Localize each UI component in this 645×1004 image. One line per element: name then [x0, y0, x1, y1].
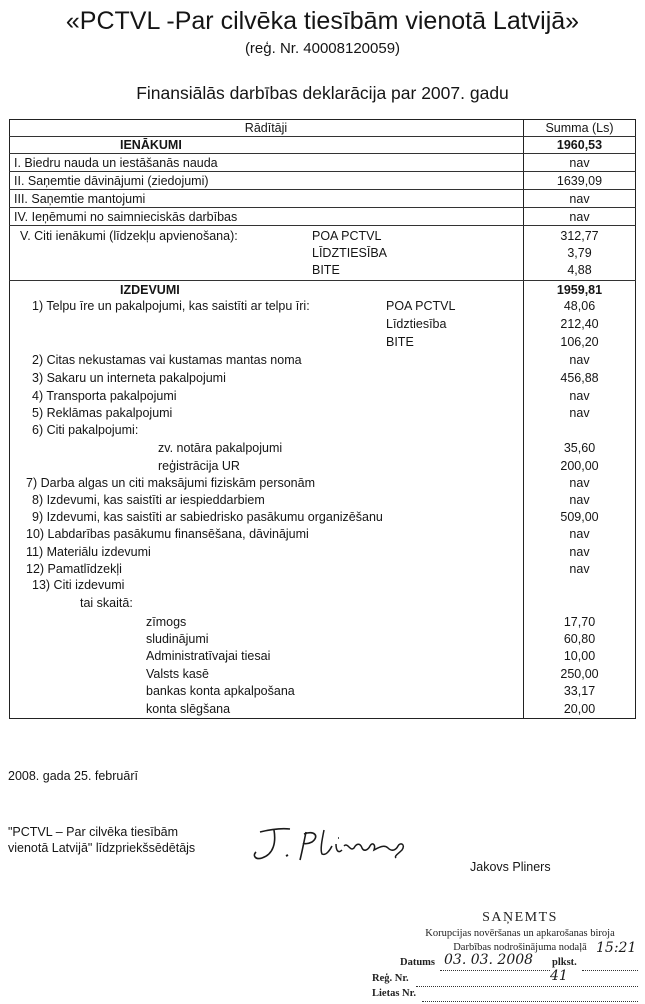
- expenses-total: 1959,81: [556, 283, 603, 297]
- expense-item-label: 2) Citas nekustamas vai kustamas mantas noma: [32, 353, 302, 367]
- other-income-sub-value: 312,77: [560, 229, 599, 243]
- stamp-title: SAŅEMTS: [482, 910, 558, 925]
- services-sub-label: zv. notāra pakalpojumi: [158, 441, 283, 455]
- other-expense-sub-value: 17,70: [563, 615, 596, 629]
- registration-number: (reģ. Nr. 40008120059): [244, 40, 401, 57]
- other-income-sub-label: LĪDZTIESĪBA: [312, 246, 388, 260]
- income-total: 1960,53: [556, 138, 603, 152]
- services-sub-value: 35,60: [563, 441, 596, 455]
- rent-sub-value: 48,06: [563, 299, 596, 313]
- stamp-time-line: [582, 970, 638, 971]
- income-item-label: I. Biedru nauda un iestāšanās nauda: [14, 156, 218, 170]
- table-rule: [9, 207, 636, 208]
- services-sub-label: reģistrācija UR: [158, 459, 240, 473]
- expense-item-value: 456,88: [560, 371, 599, 385]
- document-title: Finansiālās darbības deklarācija par 2007. gadu: [136, 83, 509, 103]
- other-income-label: V. Citi ienākumi (līdzekļu apvienošana):: [20, 229, 238, 243]
- stamp-case-line: [422, 1001, 638, 1002]
- table-rule: [9, 280, 636, 281]
- expense-item-label: 9) Izdevumi, kas saistīti ar sabiedrisko pasākumu organizēšanu: [32, 510, 383, 524]
- income-heading: IENĀKUMI: [120, 138, 182, 152]
- rent-label: 1) Telpu īre un pakalpojumi, kas saistīti ar telpu īri:: [32, 299, 310, 313]
- expenses-heading: IZDEVUMI: [120, 283, 180, 297]
- other-expenses-sublabel: tai skaitā:: [80, 596, 133, 610]
- income-item-value: nav: [569, 192, 590, 206]
- document-date: 2008. gada 25. februārī: [8, 769, 138, 783]
- column-header-amount: Summa (Ls): [545, 121, 614, 135]
- expense-item-label: 8) Izdevumi, kas saistīti ar iespieddarbiem: [32, 493, 265, 507]
- other-expense-sub-label: konta slēgšana: [146, 702, 231, 716]
- services-label: 6) Citi pakalpojumi:: [32, 423, 139, 437]
- income-item-label: III. Saņemtie mantojumi: [14, 192, 146, 206]
- stamp-reg-label: Reģ. Nr.: [372, 973, 409, 984]
- other-expense-sub-label: bankas konta apkalpošana: [146, 684, 295, 698]
- expense-item-value: nav: [569, 545, 590, 559]
- stamp-reg-line: [416, 986, 638, 987]
- other-income-sub-label: BITE: [312, 263, 340, 277]
- other-expense-sub-value: 250,00: [560, 667, 599, 681]
- rent-sub-label: POA PCTVL: [386, 299, 456, 313]
- expense-item-value: nav: [569, 406, 590, 420]
- expense-item-value: nav: [569, 353, 590, 367]
- stamp-date-line: [440, 970, 550, 971]
- handwritten-signature: [246, 822, 416, 866]
- other-expense-sub-label: Administratīvajai tiesai: [146, 649, 271, 663]
- stamp-time-label: plkst.: [552, 957, 577, 968]
- signer-name: Jakovs Pliners: [470, 860, 551, 874]
- expense-item-label: 3) Sakaru un interneta pakalpojumi: [32, 371, 226, 385]
- other-expense-sub-value: 10,00: [563, 649, 596, 663]
- income-item-value: nav: [569, 156, 590, 170]
- table-rule: [9, 153, 636, 154]
- income-item-value: 1639,09: [556, 174, 603, 188]
- services-sub-value: 200,00: [560, 459, 599, 473]
- signatory-org-line2: vienotā Latvijā" līdzpriekšsēdētājs: [8, 841, 196, 855]
- table-rule: [9, 171, 636, 172]
- table-rule: [9, 189, 636, 190]
- rent-sub-label: Līdztiesība: [386, 317, 447, 331]
- income-item-value: nav: [569, 210, 590, 224]
- expense-item-value: 509,00: [560, 510, 599, 524]
- other-expense-sub-value: 33,17: [563, 684, 596, 698]
- expense-item-value: nav: [569, 389, 590, 403]
- expense-item-label: 11) Materiālu izdevumi: [26, 545, 151, 559]
- stamp-agency: Korupcijas novēršanas un apkarošanas biroja: [425, 928, 615, 939]
- stamp-date-value: 03. 03. 2008: [444, 952, 534, 968]
- rent-sub-value: 106,20: [560, 335, 599, 349]
- other-income-sub-value: 3,79: [567, 246, 592, 260]
- other-expense-sub-label: sludinājumi: [146, 632, 209, 646]
- rent-sub-value: 212,40: [560, 317, 599, 331]
- other-expense-sub-label: zīmogs: [146, 615, 187, 629]
- table-rule: [9, 225, 636, 226]
- other-expense-sub-value: 60,80: [563, 632, 596, 646]
- expense-item-value: nav: [569, 562, 590, 576]
- income-item-label: IV. Ieņēmumi no saimnieciskās darbības: [14, 210, 238, 224]
- stamp-time-value: 15:21: [596, 940, 637, 956]
- expense-item-label: 5) Reklāmas pakalpojumi: [32, 406, 173, 420]
- expense-item-label: 7) Darba algas un citi maksājumi fiziskām personām: [26, 476, 315, 490]
- expense-item-label: 12) Pamatlīdzekļi: [26, 562, 122, 576]
- column-header-indicators: Rādītāji: [244, 121, 288, 135]
- stamp-case-label: Lietas Nr.: [372, 988, 416, 999]
- signatory-org-line1: "PCTVL – Par cilvēka tiesībām: [8, 825, 179, 839]
- other-income-sub-value: 4,88: [567, 263, 592, 277]
- rent-sub-label: BITE: [386, 335, 414, 349]
- expense-item-label: 10) Labdarības pasākumu finansēšana, dāvinājumi: [26, 527, 309, 541]
- other-expense-sub-value: 20,00: [563, 702, 596, 716]
- expense-item-value: nav: [569, 476, 590, 490]
- stamp-date-label: Datums: [400, 957, 436, 968]
- other-income-sub-label: POA PCTVL: [312, 229, 382, 243]
- other-expenses-label: 13) Citi izdevumi: [32, 578, 125, 592]
- received-stamp: [372, 900, 640, 1004]
- stamp-department: Darbības nodrošinājuma nodaļā: [453, 942, 587, 953]
- expense-item-label: 4) Transporta pakalpojumi: [32, 389, 177, 403]
- income-item-label: II. Saņemtie dāvinājumi (ziedojumi): [14, 174, 209, 188]
- other-expense-sub-label: Valsts kasē: [146, 667, 209, 681]
- organization-title: «PCTVL -Par cilvēka tiesībām vienotā Latvijā»: [65, 7, 580, 35]
- stamp-reg-value: 41: [550, 968, 568, 984]
- expense-item-value: nav: [569, 493, 590, 507]
- expense-item-value: nav: [569, 527, 590, 541]
